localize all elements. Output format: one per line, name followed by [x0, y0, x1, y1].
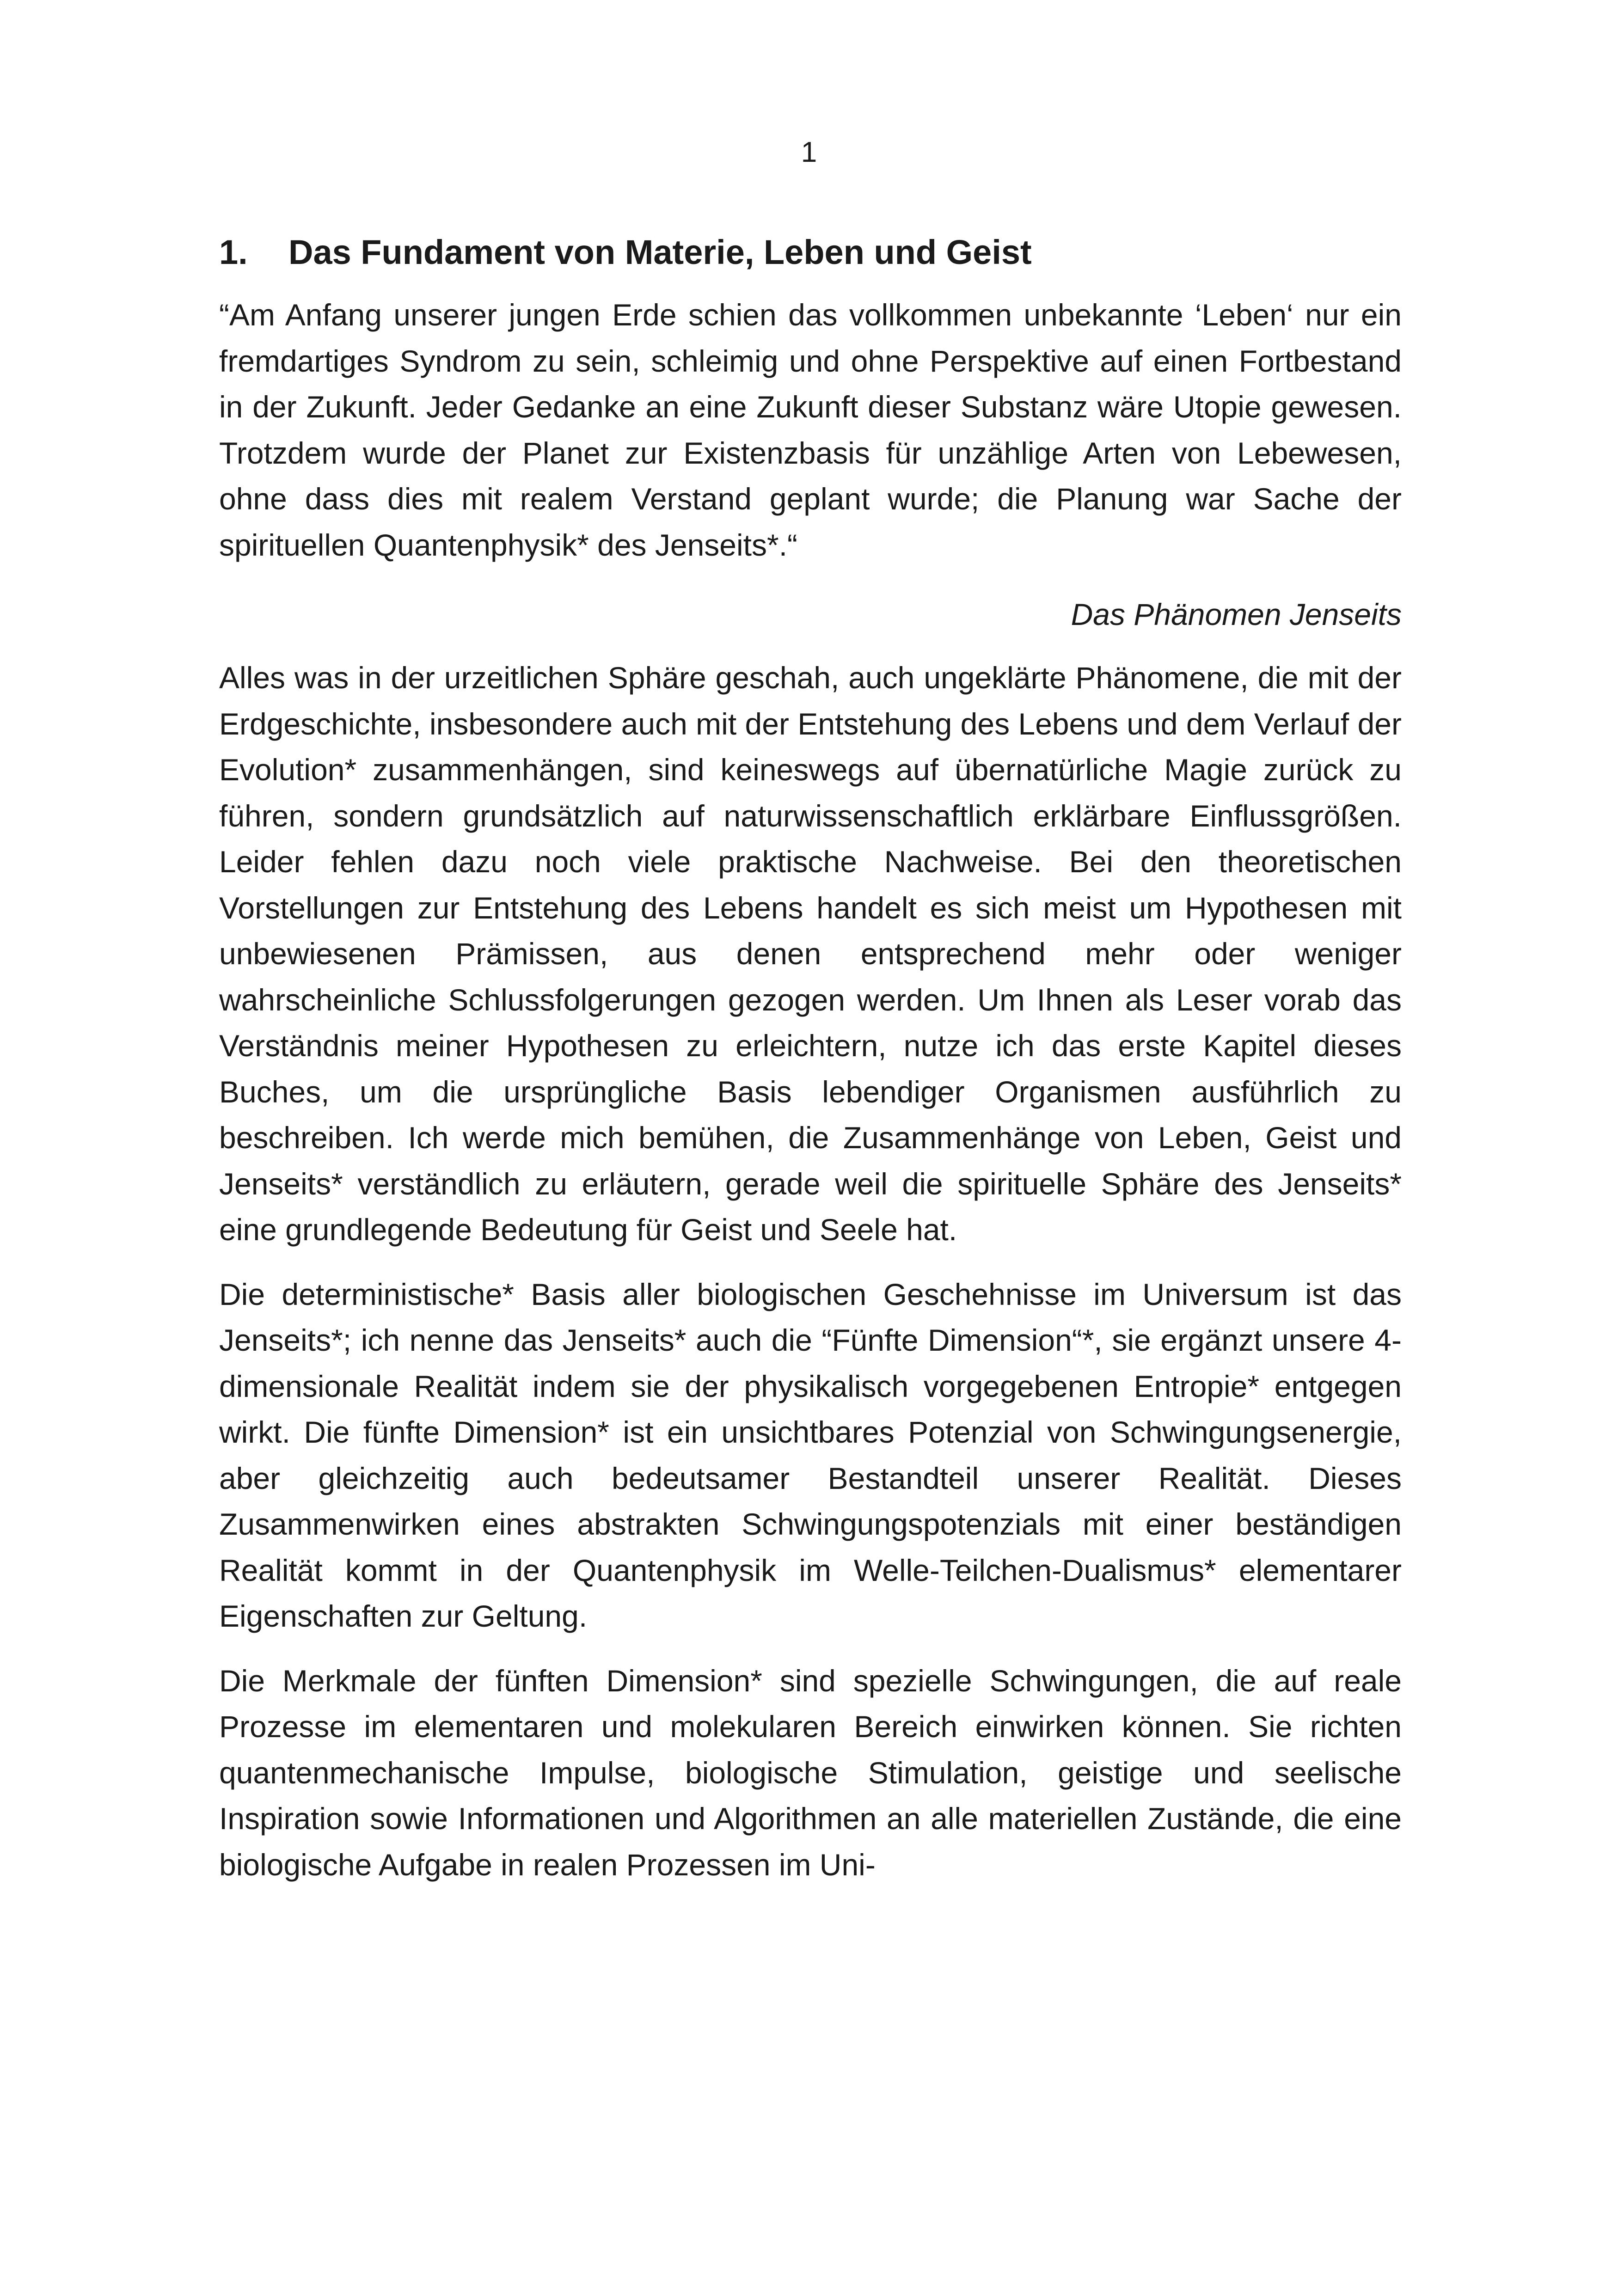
body-paragraph: Alles was in der urzeitlichen Sphäre geschah, auch ungeklärte Phänomene, die mit der Erdgeschichte, insbesondere auch mit der Entstehung des Lebens und dem Verlauf der Evolution* zusammenhängen, sind keineswegs auf übernatürliche Magie zurück zu führen, sondern grundsätzlich auf naturwissenschaftlich erklärbare Einflussgrößen. Leider fehlen dazu noch viele praktische Nachweise. Bei den theoretischen Vorstellungen zur Entstehung des Lebens handelt es sich meist um Hypothesen mit unbewiesenen Prämissen, aus denen entsprechend mehr oder weniger wahrscheinliche Schlussfolgerungen gezogen werden. Um Ihnen als Leser vorab das Verständnis meiner Hypothesen zu erleichtern, nutze ich das erste Kapitel dieses Buches, um die ursprüngliche Basis lebendiger Organismen ausführlich zu beschreiben. Ich werde mich bemühen, die Zusammenhänge von Leben, Geist und Jenseits* verständlich zu erläutern, gerade weil die spirituelle Sphäre des Jenseits* eine grundlegende Bedeutung für Geist und Seele hat.: [219, 661, 1402, 1247]
chapter-heading: [219, 227, 1402, 278]
page-number: 1: [801, 136, 817, 168]
epigraph-source: Das Phänomen Jenseits: [1071, 597, 1402, 631]
body-paragraph: Die deterministische* Basis aller biologischen Geschehnisse im Universum ist das Jenseits*; ich nenne das Jenseits* auch die “Fünfte Dimension“*, sie ergänzt unsere 4-dimensionale Realität indem sie der physikalisch vorgegebenen Entropie* entgegen wirkt. Die fünfte Dimension* ist ein unsichtbares Potenzial von Schwingungsenergie, aber gleichzeitig auch bedeutsamer Bestandteil unserer Realität. Dieses Zusammenwirken eines abstrakten Schwingungspotenzials mit einer beständigen Realität kommt in der Quantenphysik im Welle-Teilchen-Dualismus* elementarer Eigenschaften zur Geltung.: [219, 1277, 1402, 1633]
chapter-title: Das Fundament von Materie, Leben und Geist: [288, 233, 1032, 271]
chapter-number: 1.: [219, 233, 248, 271]
page-content: [219, 227, 1402, 1888]
body-paragraph: Die Merkmale der fünften Dimension* sind spezielle Schwingungen, die auf reale Prozesse im elementaren und molekularen Bereich einwirken können. Sie richten quantenmechanische Impulse, biologische Stimulation, geistige und seelische Inspiration sowie Informationen und Algorithmen an alle materiellen Zustände, die eine biologische Aufgabe in realen Prozessen im Uni-: [219, 1663, 1402, 1882]
epigraph-quote: “Am Anfang unserer jungen Erde schien das vollkommen unbekannte ‘Leben‘ nur ein fremdartiges Syndrom zu sein, schleimig und ohne Perspektive auf einen Fortbestand in der Zukunft. Jeder Gedanke an eine Zukunft dieser Substanz wäre Utopie gewesen. Trotzdem wurde der Planet zur Existenzbasis für unzählige Arten von Lebewesen, ohne dass dies mit realem Verstand geplant wurde; die Planung war Sache der spirituellen Quantenphysik* des Jenseits*.“: [219, 298, 1402, 562]
